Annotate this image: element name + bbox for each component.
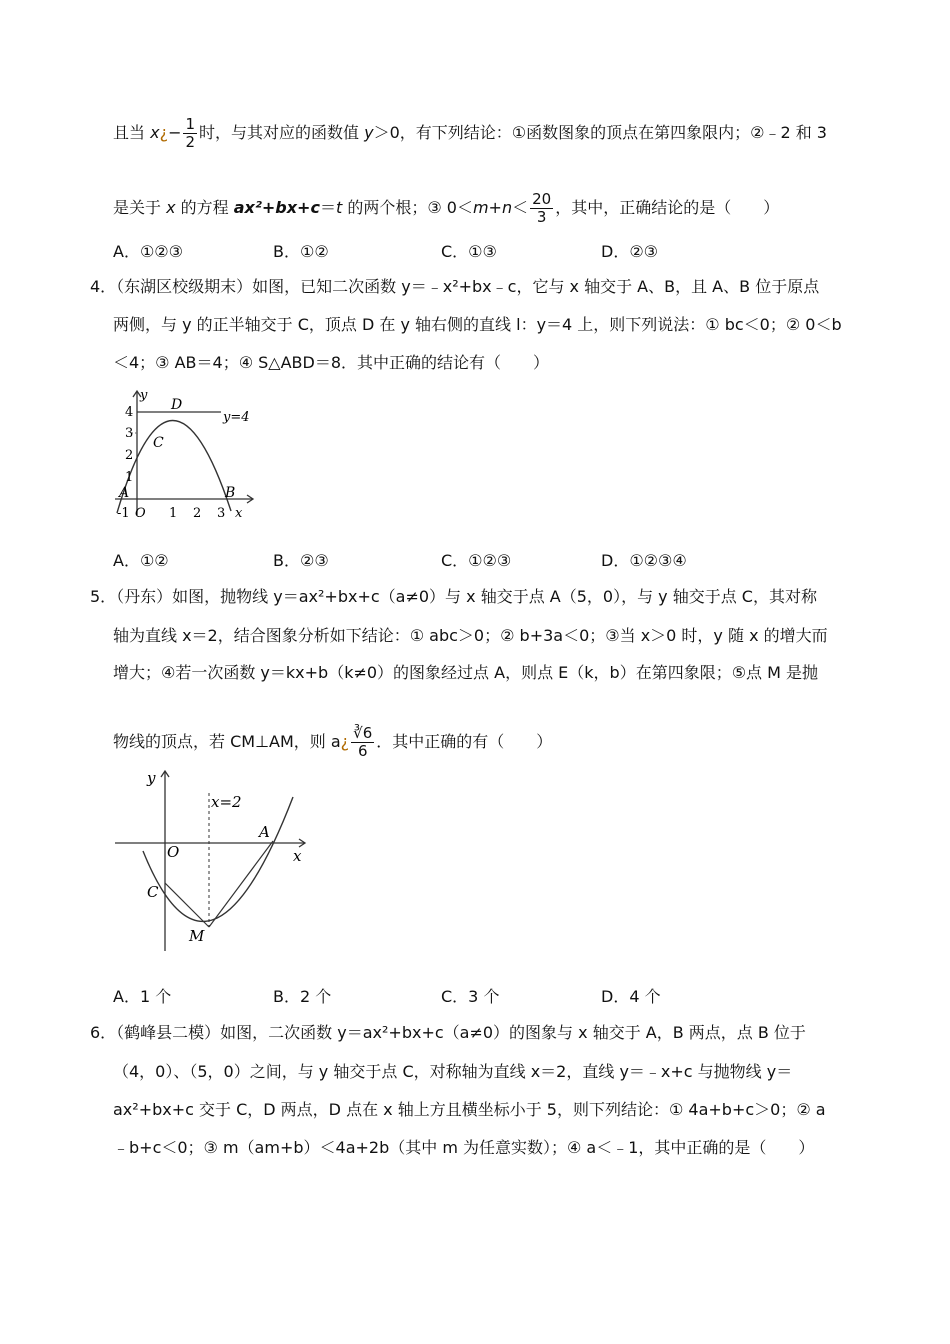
q5-label-o: O bbox=[167, 843, 180, 861]
q6-line-4: ﹣b+c＜0；③ m（am+b）＜4a+2b（其中 m 为任意实数）；④ a＜﹣1，其中正确的是（ ） bbox=[113, 1138, 815, 1157]
q4-label-y4: y=4 bbox=[223, 410, 250, 425]
q4-option-a[interactable]: A．①② bbox=[113, 551, 169, 570]
q5-fraction bbox=[351, 725, 374, 760]
q3-var-x: x bbox=[150, 123, 160, 142]
q3-text: ，其中，正确结论的是（ ） bbox=[555, 198, 780, 217]
q4-line-2: 两侧，与 y 的正半轴交于 C，顶点 D 在 y 轴右侧的直线 l：y＝4 上，则下列说法：① bc＜0；② 0＜b bbox=[113, 315, 842, 334]
q4-tick-x3: 3 bbox=[217, 506, 226, 521]
q3-fraction-half bbox=[183, 116, 197, 151]
q3-glyph: ¿ bbox=[159, 123, 169, 142]
frac-den: 3 bbox=[536, 208, 547, 226]
q4-label-o: O bbox=[135, 506, 146, 521]
q3-text: ＞0，有下列结论：①函数图象的顶点在第四象限内；②﹣2 和 3 bbox=[373, 123, 827, 142]
q5-segment-am bbox=[209, 841, 273, 927]
q3-text: 是关于 bbox=[113, 198, 167, 217]
q3-line-1 bbox=[113, 116, 827, 151]
q4-graph bbox=[113, 385, 263, 525]
q5-text: ．其中正确的有（ ） bbox=[376, 732, 553, 751]
q5-label-x: x bbox=[293, 847, 302, 865]
q3-text: ＝ bbox=[319, 198, 336, 217]
q3-text: ＜ bbox=[512, 198, 529, 217]
q3-var-t: t bbox=[335, 198, 343, 217]
frac-num: ∛6 bbox=[353, 724, 373, 742]
q4-label-x: x bbox=[235, 506, 243, 521]
q4-option-b[interactable]: B．②③ bbox=[273, 551, 329, 570]
q6-line-1: 6．（鹤峰县二模）如图，二次函数 y＝ax²+bx+c（a≠0）的图象与 x 轴交于 A，B 两点，点 B 位于 bbox=[90, 1023, 806, 1042]
q5-graph bbox=[113, 765, 313, 955]
q5-option-c[interactable]: C．3 个 bbox=[441, 987, 500, 1006]
q3-var-mn: m+n bbox=[472, 198, 513, 217]
q3-text: 的方程 bbox=[175, 198, 234, 217]
frac-num: 20 bbox=[532, 190, 552, 208]
q4-tick-x1: 1 bbox=[169, 506, 178, 521]
q5-line-1: 5．（丹东）如图，抛物线 y＝ax²+bx+c（a≠0）与 x 轴交于点 A（5，0），与 y 轴交于点 C，其对称 bbox=[90, 587, 817, 606]
q3-var-y: y bbox=[364, 123, 374, 142]
q3-var-x: x bbox=[166, 198, 176, 217]
q5-option-d[interactable]: D．4 个 bbox=[601, 987, 661, 1006]
q4-line-1: 4．（东湖区校级期末）如图，已知二次函数 y＝﹣x²+bx﹣c，它与 x 轴交于 A、B，且 A、B 位于原点 bbox=[90, 277, 820, 296]
q4-label-d: D bbox=[171, 397, 183, 413]
q4-tick-x2: 2 bbox=[193, 506, 202, 521]
q5-label-x2: x=2 bbox=[211, 793, 242, 811]
frac-num: 1 bbox=[185, 115, 196, 133]
q4-tick-4: 4 bbox=[125, 405, 134, 420]
q4-label-c: C bbox=[153, 435, 164, 451]
q5-line-3: 增大；④若一次函数 y＝kx+b（k≠0）的图象经过点 A，则点 E（k，b）在第四象限；⑤点 M 是抛 bbox=[113, 663, 819, 682]
q5-line-2: 轴为直线 x＝2，结合图象分析如下结论：① abc＞0；② b+3a＜0；③当 x＞0 时，y 随 x 的增大而 bbox=[113, 626, 828, 645]
q3-equation: ax²+bx+c bbox=[233, 198, 320, 217]
q5-label-m: M bbox=[189, 927, 205, 945]
q5-option-a[interactable]: A．1 个 bbox=[113, 987, 172, 1006]
q3-text: 的两个根；③ 0＜ bbox=[342, 198, 473, 217]
q4-tick-2: 2 bbox=[125, 448, 134, 463]
q3-minus: − bbox=[168, 123, 182, 142]
q5-line-4 bbox=[113, 725, 552, 760]
q6-line-2: （4，0）、（5，0）之间，与 y 轴交于点 C，对称轴为直线 x＝2，直线 y＝﹣x+c 与抛物线 y＝ bbox=[113, 1062, 793, 1081]
q4-tick-3: 3 bbox=[125, 426, 134, 441]
q4-option-d[interactable]: D．①②③④ bbox=[601, 551, 687, 570]
q4-option-c[interactable]: C．①②③ bbox=[441, 551, 512, 570]
q5-label-y: y bbox=[147, 769, 156, 787]
q4-label-y: y bbox=[140, 388, 148, 403]
q4-tick-1: 1 bbox=[125, 470, 134, 485]
frac-den: 2 bbox=[185, 133, 196, 151]
q5-segment-cm bbox=[165, 883, 209, 927]
q3-fraction-20-3 bbox=[530, 191, 553, 226]
q3-text: 时，与其对应的函数值 bbox=[199, 123, 365, 142]
q4-line-3: ＜4；③ AB＝4；④ S△ABD＝8．其中正确的结论有（ ） bbox=[113, 353, 550, 372]
q4-tick-neg1: -1 bbox=[117, 506, 130, 521]
q6-line-3: ax²+bx+c 交于 C，D 两点，D 点在 x 轴上方且横坐标小于 5，则下列结论：① 4a+b+c＞0；② a bbox=[113, 1100, 826, 1119]
q3-option-a[interactable]: A．①②③ bbox=[113, 242, 183, 261]
frac-den: 6 bbox=[357, 742, 368, 760]
q3-option-b[interactable]: B．①② bbox=[273, 242, 329, 261]
q3-line-2 bbox=[113, 191, 779, 226]
q4-label-a: A bbox=[119, 485, 130, 501]
q5-text: 物线的顶点，若 CM⊥AM，则 a bbox=[113, 732, 341, 751]
q3-option-d[interactable]: D．②③ bbox=[601, 242, 659, 261]
q3-text: 且当 bbox=[113, 123, 151, 142]
q5-label-c: C bbox=[147, 883, 159, 901]
q5-glyph: ¿ bbox=[340, 732, 350, 751]
q5-label-a: A bbox=[259, 823, 270, 841]
q5-option-b[interactable]: B．2 个 bbox=[273, 987, 332, 1006]
q3-option-c[interactable]: C．①③ bbox=[441, 242, 497, 261]
q4-label-b: B bbox=[225, 485, 236, 501]
